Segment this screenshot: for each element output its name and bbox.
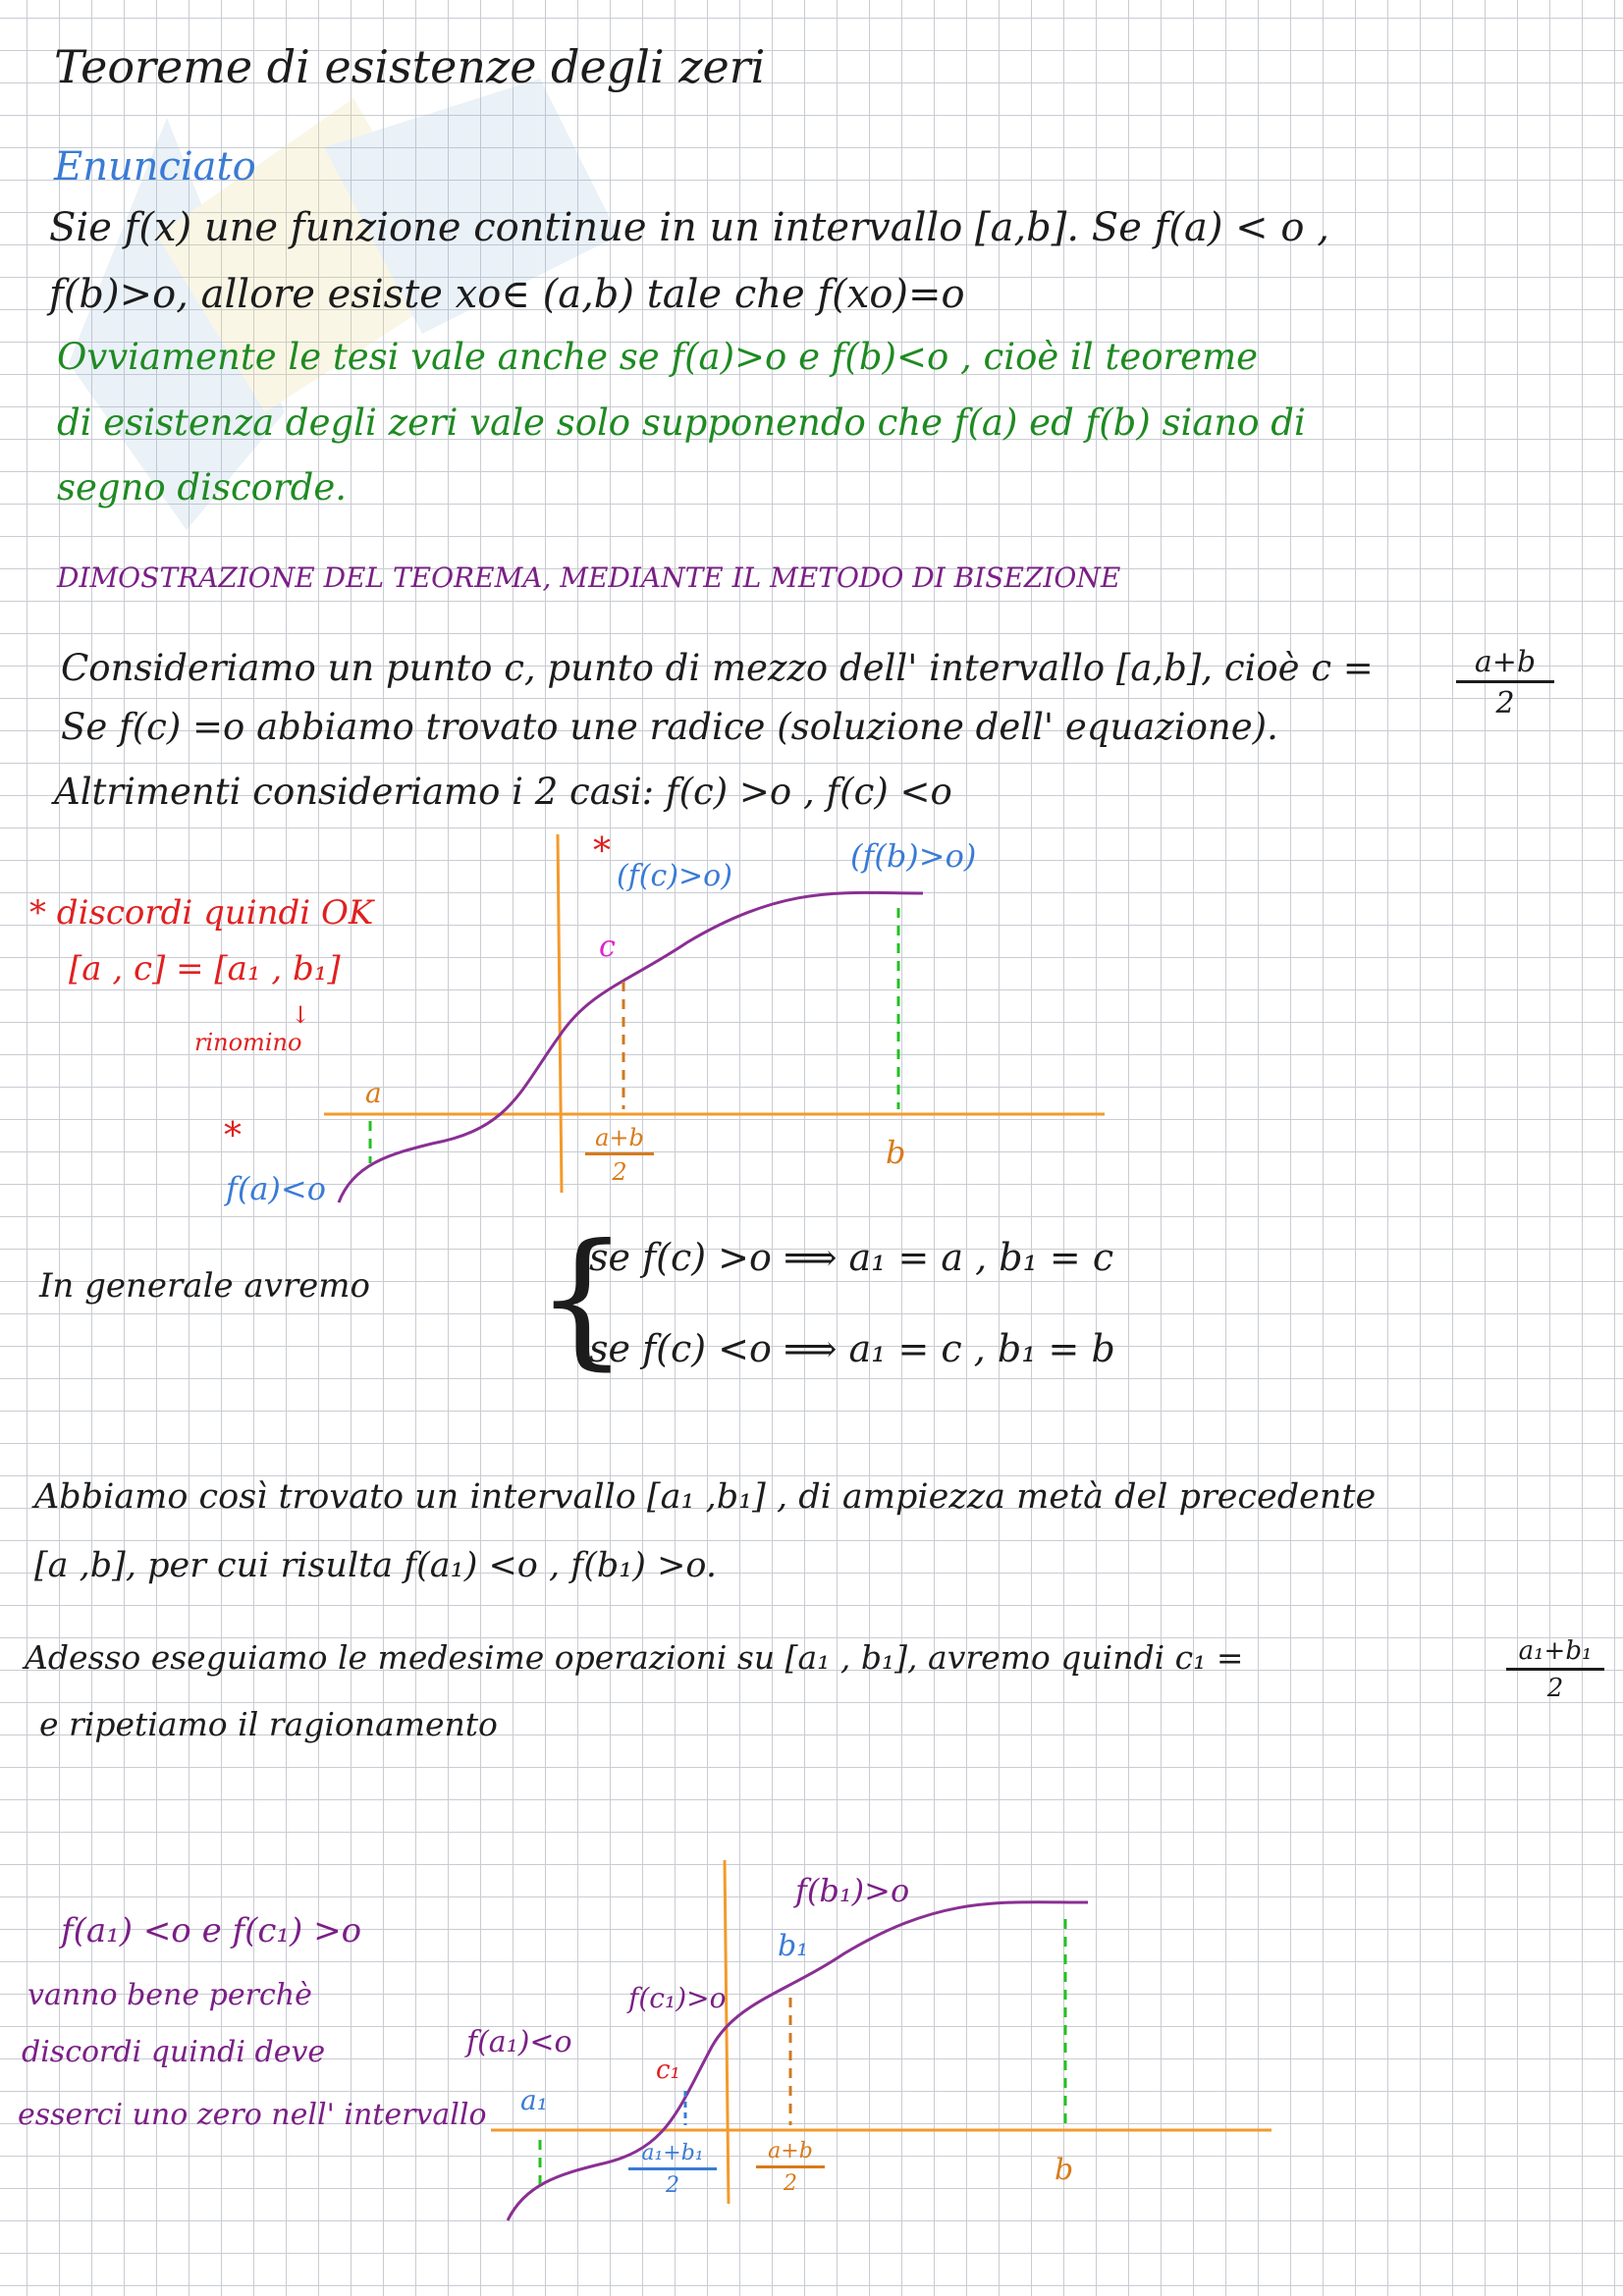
c1-fraction-num: a₁+b₁ bbox=[1506, 1637, 1604, 1671]
conclusion-line-3: Adesso eseguiamo le medesime operazioni su [a₁ , b₁], avremo quindi c₁ = bbox=[25, 1638, 1244, 1677]
c1-fraction-den: 2 bbox=[1546, 1673, 1564, 1703]
graph-2-fb1-label: f(b₁)>o bbox=[795, 1872, 910, 1909]
graph-1-note-2: [a , c] = [a₁ , b₁] bbox=[69, 949, 341, 988]
graph-2-note-3: discordi quindi deve bbox=[22, 2035, 326, 2069]
graph-1-arrow: ↓ bbox=[291, 1001, 311, 1029]
graph-2-note-1: f(a₁) <o e f(c₁) >o bbox=[61, 1911, 362, 1950]
dimostrazione-line-3: Altrimenti consideriamo i 2 casi: f(c) >o , f(c) <o bbox=[54, 771, 952, 813]
conclusion-line-1: Abbiamo così trovato un intervallo [a₁ ,b₁] , di ampiezza metà del precedente bbox=[34, 1477, 1377, 1517]
conclusion-line-4: e ripetiamo il ragionamento bbox=[39, 1705, 498, 1743]
graph-2-b1-label: b₁ bbox=[778, 1929, 809, 1963]
graph-2-mid-num: a+b bbox=[756, 2140, 825, 2168]
graph-2-note-4: esserci uno zero nell' intervallo bbox=[18, 2098, 487, 2132]
graph-1-fb-label: (f(b)>o) bbox=[850, 837, 977, 875]
dimostrazione-heading: DIMOSTRAZIONE DEL TEOREMA, MEDIANTE IL METODO DI BISEZIONE bbox=[57, 561, 1121, 594]
graph-1-fa-label: f(a)<o bbox=[226, 1170, 326, 1207]
graph-1-b-label: b bbox=[886, 1134, 906, 1171]
note-line-1: Ovviamente le tesi vale anche se f(a)>o e f(b)<o , cioè il teoreme bbox=[57, 336, 1259, 378]
graph-2-a1-label: a₁ bbox=[520, 2084, 548, 2116]
midpoint-fraction-num: a+b bbox=[1456, 646, 1554, 683]
dimostrazione-line-2: Se f(c) =o abbiamo trovato une radice (soluzione dell' equazione). bbox=[61, 706, 1278, 748]
graph-2-y-axis bbox=[725, 1860, 729, 2204]
note-line-3: segno discorde. bbox=[57, 466, 347, 508]
dimostrazione-line-1: Consideriamo un punto c, punto di mezzo dell' intervallo [a,b], cioè c = bbox=[61, 647, 1374, 689]
graph-2-note-2: vanno bene perchè bbox=[27, 1978, 312, 2012]
graph-2-fa1-label: f(a₁)<o bbox=[466, 2025, 572, 2059]
graph-1-mid-den: 2 bbox=[612, 1158, 627, 1187]
graph-2-fc1-label: f(c₁)>o bbox=[628, 1982, 727, 2014]
graph-2-b-label: b bbox=[1055, 2153, 1074, 2187]
general-label: In generale avremo bbox=[39, 1266, 370, 1306]
graph-1-note-3: rinomino bbox=[194, 1029, 302, 1056]
graph-1-c-label: c bbox=[599, 930, 616, 964]
graph-2-c1-label: c₁ bbox=[656, 2056, 680, 2085]
graph-1-star-bottom: * bbox=[224, 1116, 242, 1156]
page-title: Teoreme di esistenze degli zeri bbox=[54, 40, 766, 93]
enunciato-heading: Enunciato bbox=[54, 144, 256, 189]
conclusion-line-2: [a ,b], per cui risulta f(a₁) <o , f(b₁) >o. bbox=[34, 1546, 717, 1585]
graph-2-mid1-num: a₁+b₁ bbox=[628, 2142, 717, 2170]
general-case-2: se f(c) <o ⟹ a₁ = c , b₁ = b bbox=[589, 1327, 1115, 1370]
graph-1-mid-num: a+b bbox=[585, 1125, 654, 1155]
graph-1-star-top: * bbox=[593, 831, 611, 872]
graph-1-a-label: a bbox=[365, 1077, 382, 1109]
graph-2-mid1-den: 2 bbox=[666, 2173, 679, 2199]
graph-1-fc-label: (f(c)>o) bbox=[617, 859, 732, 893]
general-brace: { bbox=[535, 1213, 629, 1384]
graph-1-note-1: * discordi quindi OK bbox=[29, 893, 374, 933]
general-case-1: se f(c) >o ⟹ a₁ = a , b₁ = c bbox=[589, 1236, 1114, 1279]
enunciato-line-1: Sie f(x) une funzione continue in un intervallo [a,b]. Se f(a) < o , bbox=[49, 205, 1329, 250]
midpoint-fraction-den: 2 bbox=[1495, 686, 1515, 721]
graph-2-mid-fraction bbox=[756, 2140, 825, 2196]
graph-2-mid1-fraction bbox=[628, 2142, 717, 2198]
enunciato-line-2: f(b)>o, allore esiste xo∈ (a,b) tale che f(xo)=o bbox=[49, 272, 965, 317]
graph-2-mid-den: 2 bbox=[784, 2171, 797, 2197]
note-line-2: di esistenza degli zeri vale solo supponendo che f(a) ed f(b) siano di bbox=[57, 401, 1306, 444]
